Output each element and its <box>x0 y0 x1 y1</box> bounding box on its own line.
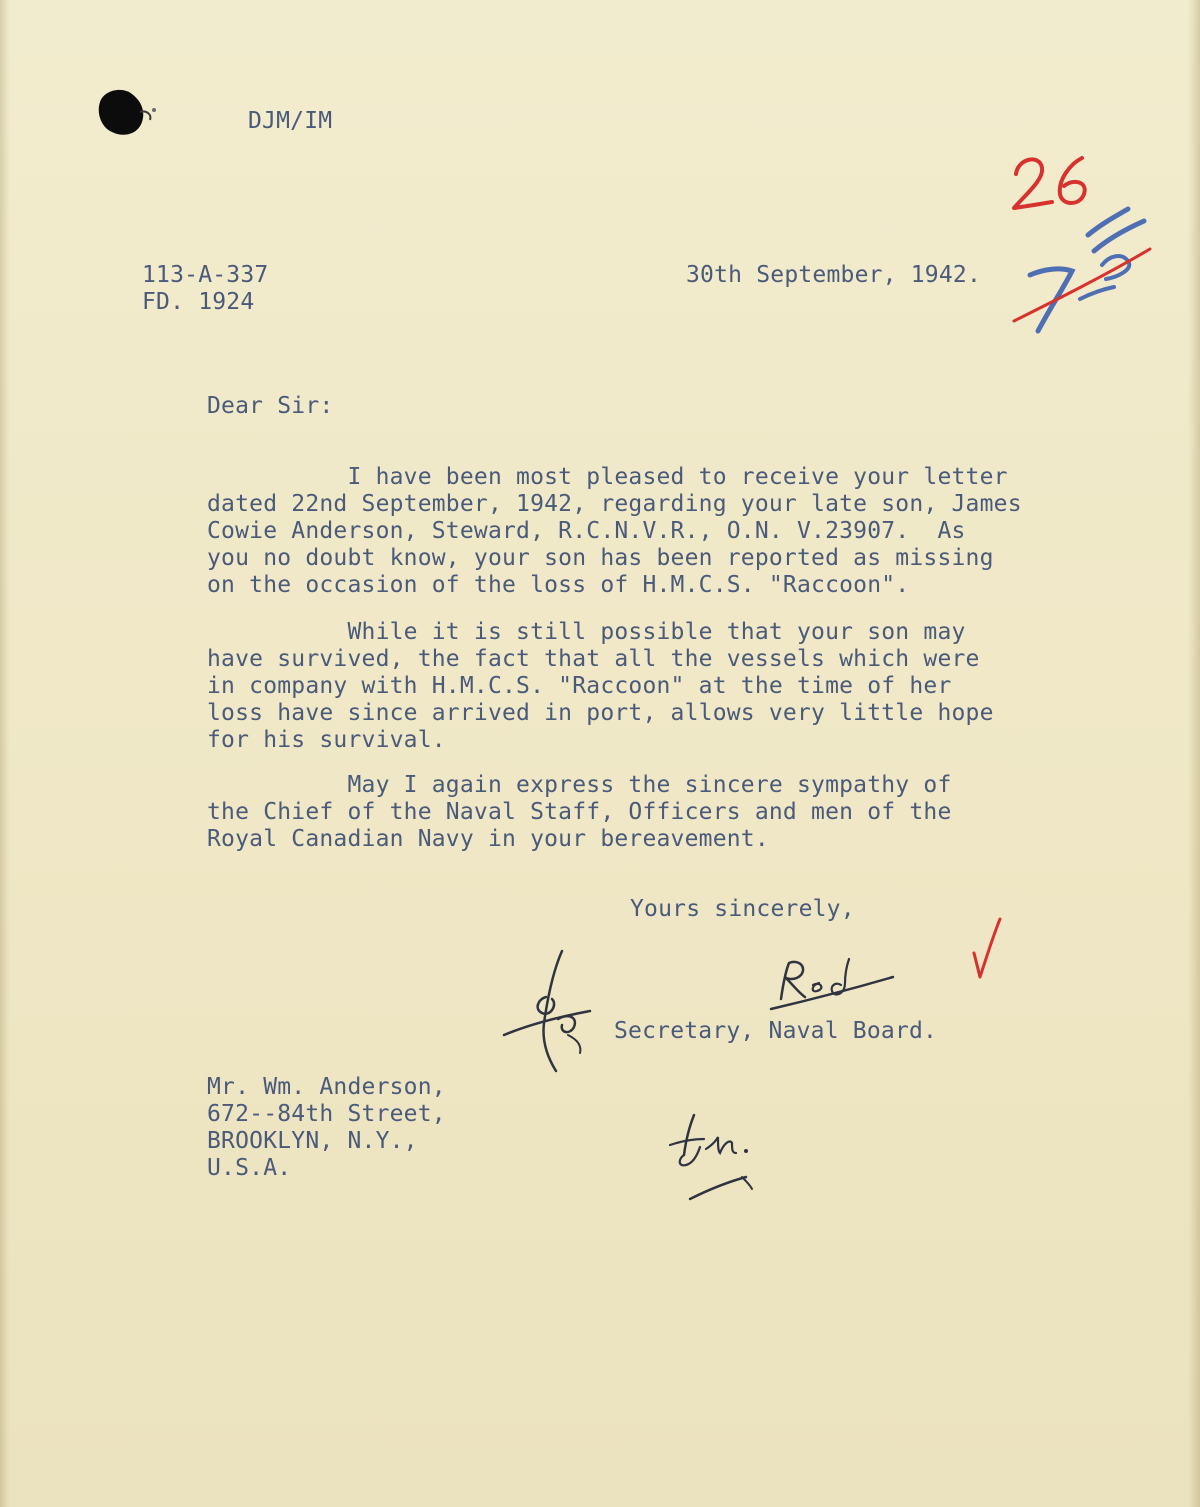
body-line: the Chief of the Naval Staff, Officers and men of the <box>207 799 952 825</box>
file-reference-secondary: FD. 1924 <box>142 289 255 315</box>
body-line: loss have since arrived in port, allows very little hope <box>207 700 994 726</box>
blue-pencil-mark <box>1010 195 1160 345</box>
body-line: Royal Canadian Navy in your bereavement. <box>207 826 769 852</box>
address-line: BROOKLYN, N.Y., <box>207 1128 418 1154</box>
body-line: While it is still possible that your son may <box>207 619 966 645</box>
address-line: 672--84th Street, <box>207 1101 446 1127</box>
typist-initials: DJM/IM <box>248 108 333 134</box>
signature-title: Secretary, Naval Board. <box>614 1018 938 1044</box>
salutation: Dear Sir: <box>207 393 334 419</box>
lower-initials <box>660 1105 780 1215</box>
handwritten-signature <box>498 935 628 1085</box>
body-line: Cowie Anderson, Steward, R.C.N.V.R., O.N. V.23907. As <box>207 518 966 544</box>
body-line: you no doubt know, your son has been reported as missing <box>207 545 994 571</box>
initials-note <box>765 955 905 1015</box>
body-line: I have been most pleased to receive your letter <box>207 464 1008 490</box>
address-line: U.S.A. <box>207 1155 292 1181</box>
body-line: have survived, the fact that all the vessels which were <box>207 646 980 672</box>
file-reference: 113-A-337 <box>142 262 269 288</box>
body-line: in company with H.M.C.S. "Raccoon" at the time of her <box>207 673 952 699</box>
body-line: for his survival. <box>207 727 446 753</box>
punch-hole <box>88 82 168 152</box>
address-line: Mr. Wm. Anderson, <box>207 1074 446 1100</box>
red-check-icon <box>960 915 1010 985</box>
letter-date: 30th September, 1942. <box>686 262 981 288</box>
body-line: on the occasion of the loss of H.M.C.S. "Raccoon". <box>207 572 910 598</box>
body-line: May I again express the sincere sympathy of <box>207 772 952 798</box>
body-line: dated 22nd September, 1942, regarding your late son, James <box>207 491 1022 517</box>
closing: Yours sincerely, <box>630 896 855 922</box>
